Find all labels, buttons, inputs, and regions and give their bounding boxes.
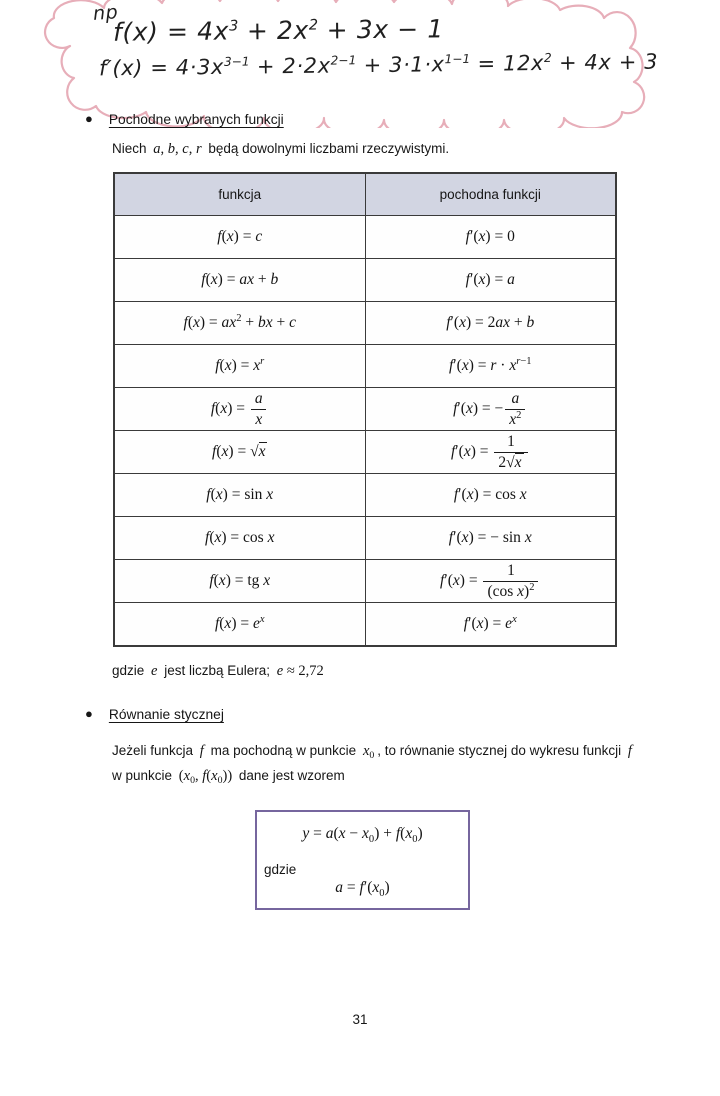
- table-row: [114, 560, 616, 603]
- table-row: [114, 517, 616, 560]
- table-cell-derivative: f′(x) = 2ax + b: [365, 302, 616, 345]
- table-cell-derivative: f′(x) = − sin x: [365, 517, 616, 560]
- derivatives-table: [113, 172, 617, 647]
- table-cell-derivative: f′(x) = 0: [365, 216, 616, 259]
- table-row: [114, 216, 616, 259]
- bullet-icon: ●: [85, 706, 93, 721]
- column-header-derivative: pochodna funkcji: [365, 173, 616, 216]
- table-row: [114, 302, 616, 345]
- table-cell-derivative: f′(x) = a: [365, 259, 616, 302]
- table-cell-function: f(x) = c: [114, 216, 365, 259]
- table-cell-derivative: f′(x) = cos x: [365, 474, 616, 517]
- heading-text-derivatives: Pochodne wybranych funkcji: [108, 112, 284, 127]
- note-label: np: [92, 1, 120, 25]
- tangent-paragraph-line-1: Jeżeli funkcja f ma pochodną w punkcie $x_0$ , to równanie stycznej do wykresu funkcji f: [112, 743, 632, 762]
- table-row: [114, 603, 616, 647]
- tangent-paragraph-line-2: w punkcie ($x_0$, $f(x_0)$) dane jest wzorem: [112, 768, 345, 787]
- connector-text: gdzie: [264, 862, 297, 877]
- table-header-row: [114, 173, 616, 216]
- section-heading-derivatives: [85, 112, 284, 127]
- table-cell-function: f(x) = tg x: [114, 560, 365, 603]
- column-header-function: funkcja: [114, 173, 365, 216]
- slope-formula: $a = f'(x_0)$: [335, 879, 390, 899]
- page-number: 31: [352, 1012, 368, 1027]
- tangent-line-formula: $y = a(x - x_0) + f(x_0)$: [302, 825, 423, 845]
- table-cell-function: f(x) = cos x: [114, 517, 365, 560]
- section-heading-tangent: [85, 707, 224, 722]
- table-row: [114, 474, 616, 517]
- euler-note: gdzie e jest liczbą Eulera; e ≈ 2,72: [112, 663, 324, 679]
- table-cell-derivative: $f'(x) = e^x$: [365, 603, 616, 647]
- table-cell-function: $f(x) = x^r$: [114, 345, 365, 388]
- table-cell-function: f(x) = ax + b: [114, 259, 365, 302]
- table-row: [114, 259, 616, 302]
- table-cell-function: f(x) = √x: [114, 431, 365, 474]
- table-cell-derivative: f′(x) = − $\frac{a}{x^2}$: [365, 388, 616, 431]
- intro-sentence: Niech a, b, c, r będą dowolnymi liczbami rzeczywistymi.: [112, 141, 450, 157]
- table-row: [114, 345, 616, 388]
- note-formula-example: $f(x) = 4x^3 + 2x^2 + 3x - 1$: [112, 14, 444, 47]
- table-row: [114, 388, 616, 431]
- table-cell-function: f(x) = $\frac{a}{x}$: [114, 388, 365, 431]
- table-cell-function: f(x) = sin x: [114, 474, 365, 517]
- table-cell-function: $f(x) = ax^2$ + bx + c: [114, 302, 365, 345]
- table-cell-derivative: $f'(x) = r \cdot x^{r-1}$: [365, 345, 616, 388]
- table-cell-derivative: f′(x) = $\frac{1}{(\cos x)^2}$: [365, 560, 616, 603]
- table-cell-derivative: f′(x) = $\frac{1}{2√x}$: [365, 431, 616, 474]
- table-cell-function: $f(x) = e^x$: [114, 603, 365, 647]
- table-row: [114, 431, 616, 474]
- tangent-formula-box: [255, 810, 470, 910]
- note-formula-derivative: $f'(x) = 4\cdot 3x^{3-1} + 2\cdot 2x^{2-1} + 3\cdot 1\cdot x^{1-1} = 12x^2 + 4x + 3$: [98, 49, 659, 81]
- heading-text-tangent: Równanie stycznej: [108, 707, 224, 722]
- bullet-icon: ●: [85, 111, 93, 126]
